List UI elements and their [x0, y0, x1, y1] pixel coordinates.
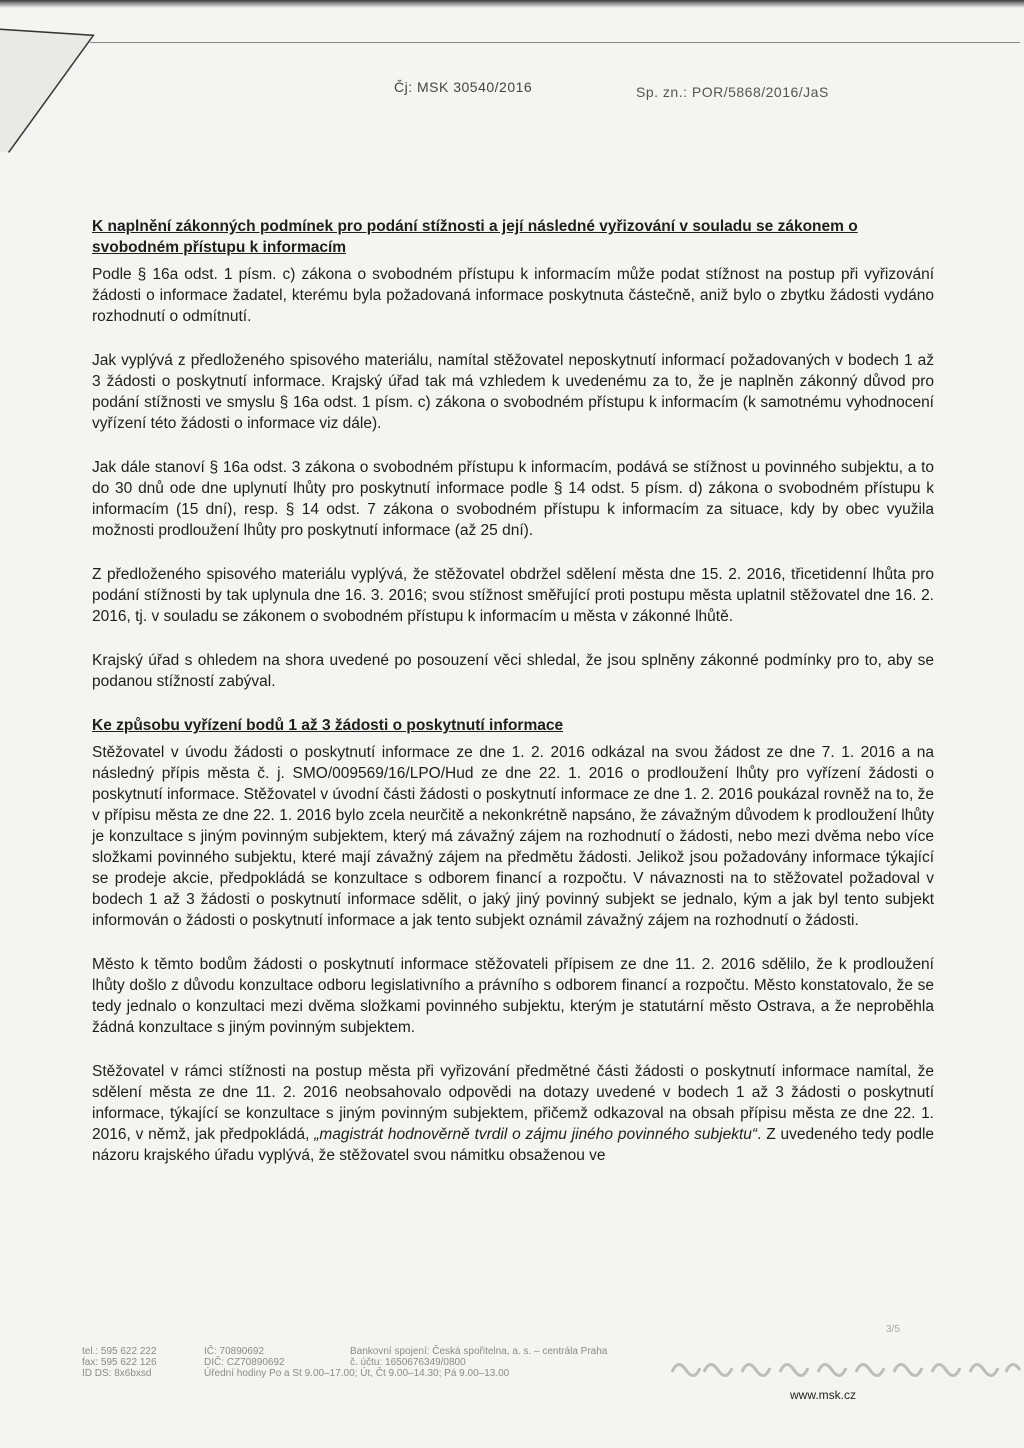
section-heading-conditions: K naplnění zákonných podmínek pro podání stížnosti a její následné vyřizování v souladu se zákonem o svobodném přístupu k informacím — [92, 218, 858, 256]
page-number: 3/5 — [886, 1324, 900, 1335]
paragraph-text: . Z uvedeného tedy podle názoru krajského úřadu vyplývá, že stěžovatel svou námitku obsaženou ve — [92, 1126, 935, 1164]
document-body — [92, 216, 934, 1189]
footer-ic: IČ: 70890692 — [204, 1346, 265, 1357]
footer-data-box: ID DS: 8x6bxsd — [82, 1368, 152, 1379]
footer-dic: DIČ: CZ70890692 — [204, 1357, 285, 1368]
reference-number: Čj: MSK 30540/2016 — [394, 79, 533, 95]
footer-account: č. účtu: 1650676349/0800 — [350, 1357, 466, 1368]
footer-fax: fax: 595 622 126 — [82, 1357, 157, 1368]
section-heading-points: Ke způsobu vyřízení bodů 1 až 3 žádosti o poskytnutí informace — [92, 717, 564, 734]
paragraph: Město k těmto bodům žádosti o poskytnutí informace stěžovateli přípisem ze dne 11. 2. 2016 sdělilo, že k prodloužení lhůty došlo z důvodu konzultace odboru legislativního a právního s odborem financí a rozpočtu. Město konstatovalo, že se tedy jednalo o konzultaci mezi dvěma složkami povinného subjektu, kterým je statutární město Ostrava, a že neproběhla žádná konzultace s jiným povinným subjektem. — [92, 956, 934, 1036]
paragraph: Stěžovatel v úvodu žádosti o poskytnutí informace ze dne 1. 2. 2016 odkázal na svou žádost ze dne 7. 1. 2016 a na následný přípis města č. j. SMO/009569/16/LPO/Hud ze dne 22. 1. 2016 o prodloužení lhůty pro vyřízení žádosti o poskytnutí informace. Stěžovatel v úvodní části žádosti o poskytnutí informace ze dne 1. 2. 2016 poukázal rovněž na to, že v přípisu města ze dne 22. 1. 2016 bylo zcela neurčitě a nekonkrétně napsáno, že závažným důvodem k prodloužení lhůty je konzultace s jiným povinným subjektem, který má závažný zájem na rozhodnutí o žádosti, nebo mezi dvěma nebo více složkami povinného subjektu, které mají závažný zájem na předmětu žádosti. Jelikož jsou požadovány informace týkající se prodeje akcie, předpokládá se konzultace s odborem financí a rozpočtu. V návaznosti na to stěžovatel požadoval v bodech 1 až 3 žádosti o poskytnutí informace sdělit, o jaký jiný povinný subjekt se jednalo, kým a jak byl tento subjekt informován o žádosti o poskytnutí informace a jak tento subjekt oznámil závažný zájem na rozhodnutí o žádosti. — [92, 744, 934, 929]
header-rule — [90, 42, 1020, 43]
scan-top-edge — [0, 0, 1024, 8]
footer-bank — [350, 1346, 607, 1368]
footer-bank-name: Bankovní spojení: Česká spořitelna, a. s. – centrála Praha — [350, 1346, 608, 1357]
paragraph: Jak dále stanoví § 16a odst. 3 zákona o svobodném přístupu k informacím, podává se stížnost u povinného subjektu, a to do 30 dnů ode dne uplynutí lhůty pro poskytnutí informace podle § 14 odst. 5 písm. d) zákona o svobodném přístupu k informacím (15 dní), resp. § 14 odst. 7 zákona o svobodném přístupu k informacím za situace, kdy by obec využila možnosti prodloužení lhůty pro poskytnutí informace (až 25 dní). — [92, 459, 934, 539]
quoted-text: „magistrát hodnověrně tvrdil o zájmu jiného povinného subjektu“ — [314, 1126, 758, 1143]
file-reference: Sp. zn.: POR/5868/2016/JaS — [636, 84, 829, 100]
region-logo-chain — [666, 1352, 1024, 1380]
footer-phone: tel.: 595 622 222 — [82, 1346, 157, 1357]
paragraph-last — [92, 1061, 934, 1166]
footer-contact — [82, 1346, 157, 1379]
paragraph-text: Stěžovatel v rámci stížnosti na postup města při vyřizování předmětné části žádosti o poskytnutí informace namítal, že sdělení města ze dne 11. 2. 2016 neobsahovalo odpovědi na dotazy uvedené v bodech 1 až 3 žádosti o poskytnutí informace, týkající se konzultace s jiným povinným subjektem, přičemž odkazoval na obsah přípisu města ze dne 22. 1. 2016, v němž, jak předpokládá, — [92, 1063, 934, 1143]
footer-hours: Úřední hodiny Po a St 9.00–17.00; Út, Čt 9.00–14.30; Pá 9.00–13.00 — [204, 1368, 510, 1379]
paragraph: Podle § 16a odst. 1 písm. c) zákona o svobodném přístupu k informacím může podat stížnost na postup při vyřizování žádosti o informace žadatel, kterému byla požadovaná informace poskytnuta částečně, aniž bylo o zbytku žádosti vydáno rozhodnutí o odmítnutí. — [92, 266, 934, 325]
paragraph: Z předloženého spisového materiálu vyplývá, že stěžovatel obdržel sdělení města dne 15. 2. 2016, třicetidenní lhůta pro podání stížnosti by tak uplynula dne 16. 3. 2016; svou stížnost směřující proti postupu města uplatnil stěžovatel dne 16. 2. 2016, tj. v souladu se zákonem o svobodném přístupu k informacím u města v zákonné lhůtě. — [92, 566, 934, 625]
paragraph: Krajský úřad s ohledem na shora uvedené po posouzení věci shledal, že jsou splněny zákonné podmínky pro to, aby se podanou stížností zabýval. — [92, 652, 934, 690]
page-footer — [82, 1324, 1022, 1426]
folded-corner-mark — [0, 0, 120, 160]
paragraph: Jak vyplývá z předloženého spisového materiálu, namítal stěžovatel neposkytnutí informací požadovaných v bodech 1 až 3 žádosti o poskytnutí informace. Krajský úřad tak má vzhledem k uvedenému za to, že je naplněn zákonný důvod pro podání stížnosti ve smyslu § 16a odst. 1 písm. c) zákona o svobodném přístupu k informacím (k samotnému vyhodnocení vyřízení této žádosti o informace viz dále). — [92, 352, 934, 432]
footer-website: www.msk.cz — [790, 1388, 856, 1402]
